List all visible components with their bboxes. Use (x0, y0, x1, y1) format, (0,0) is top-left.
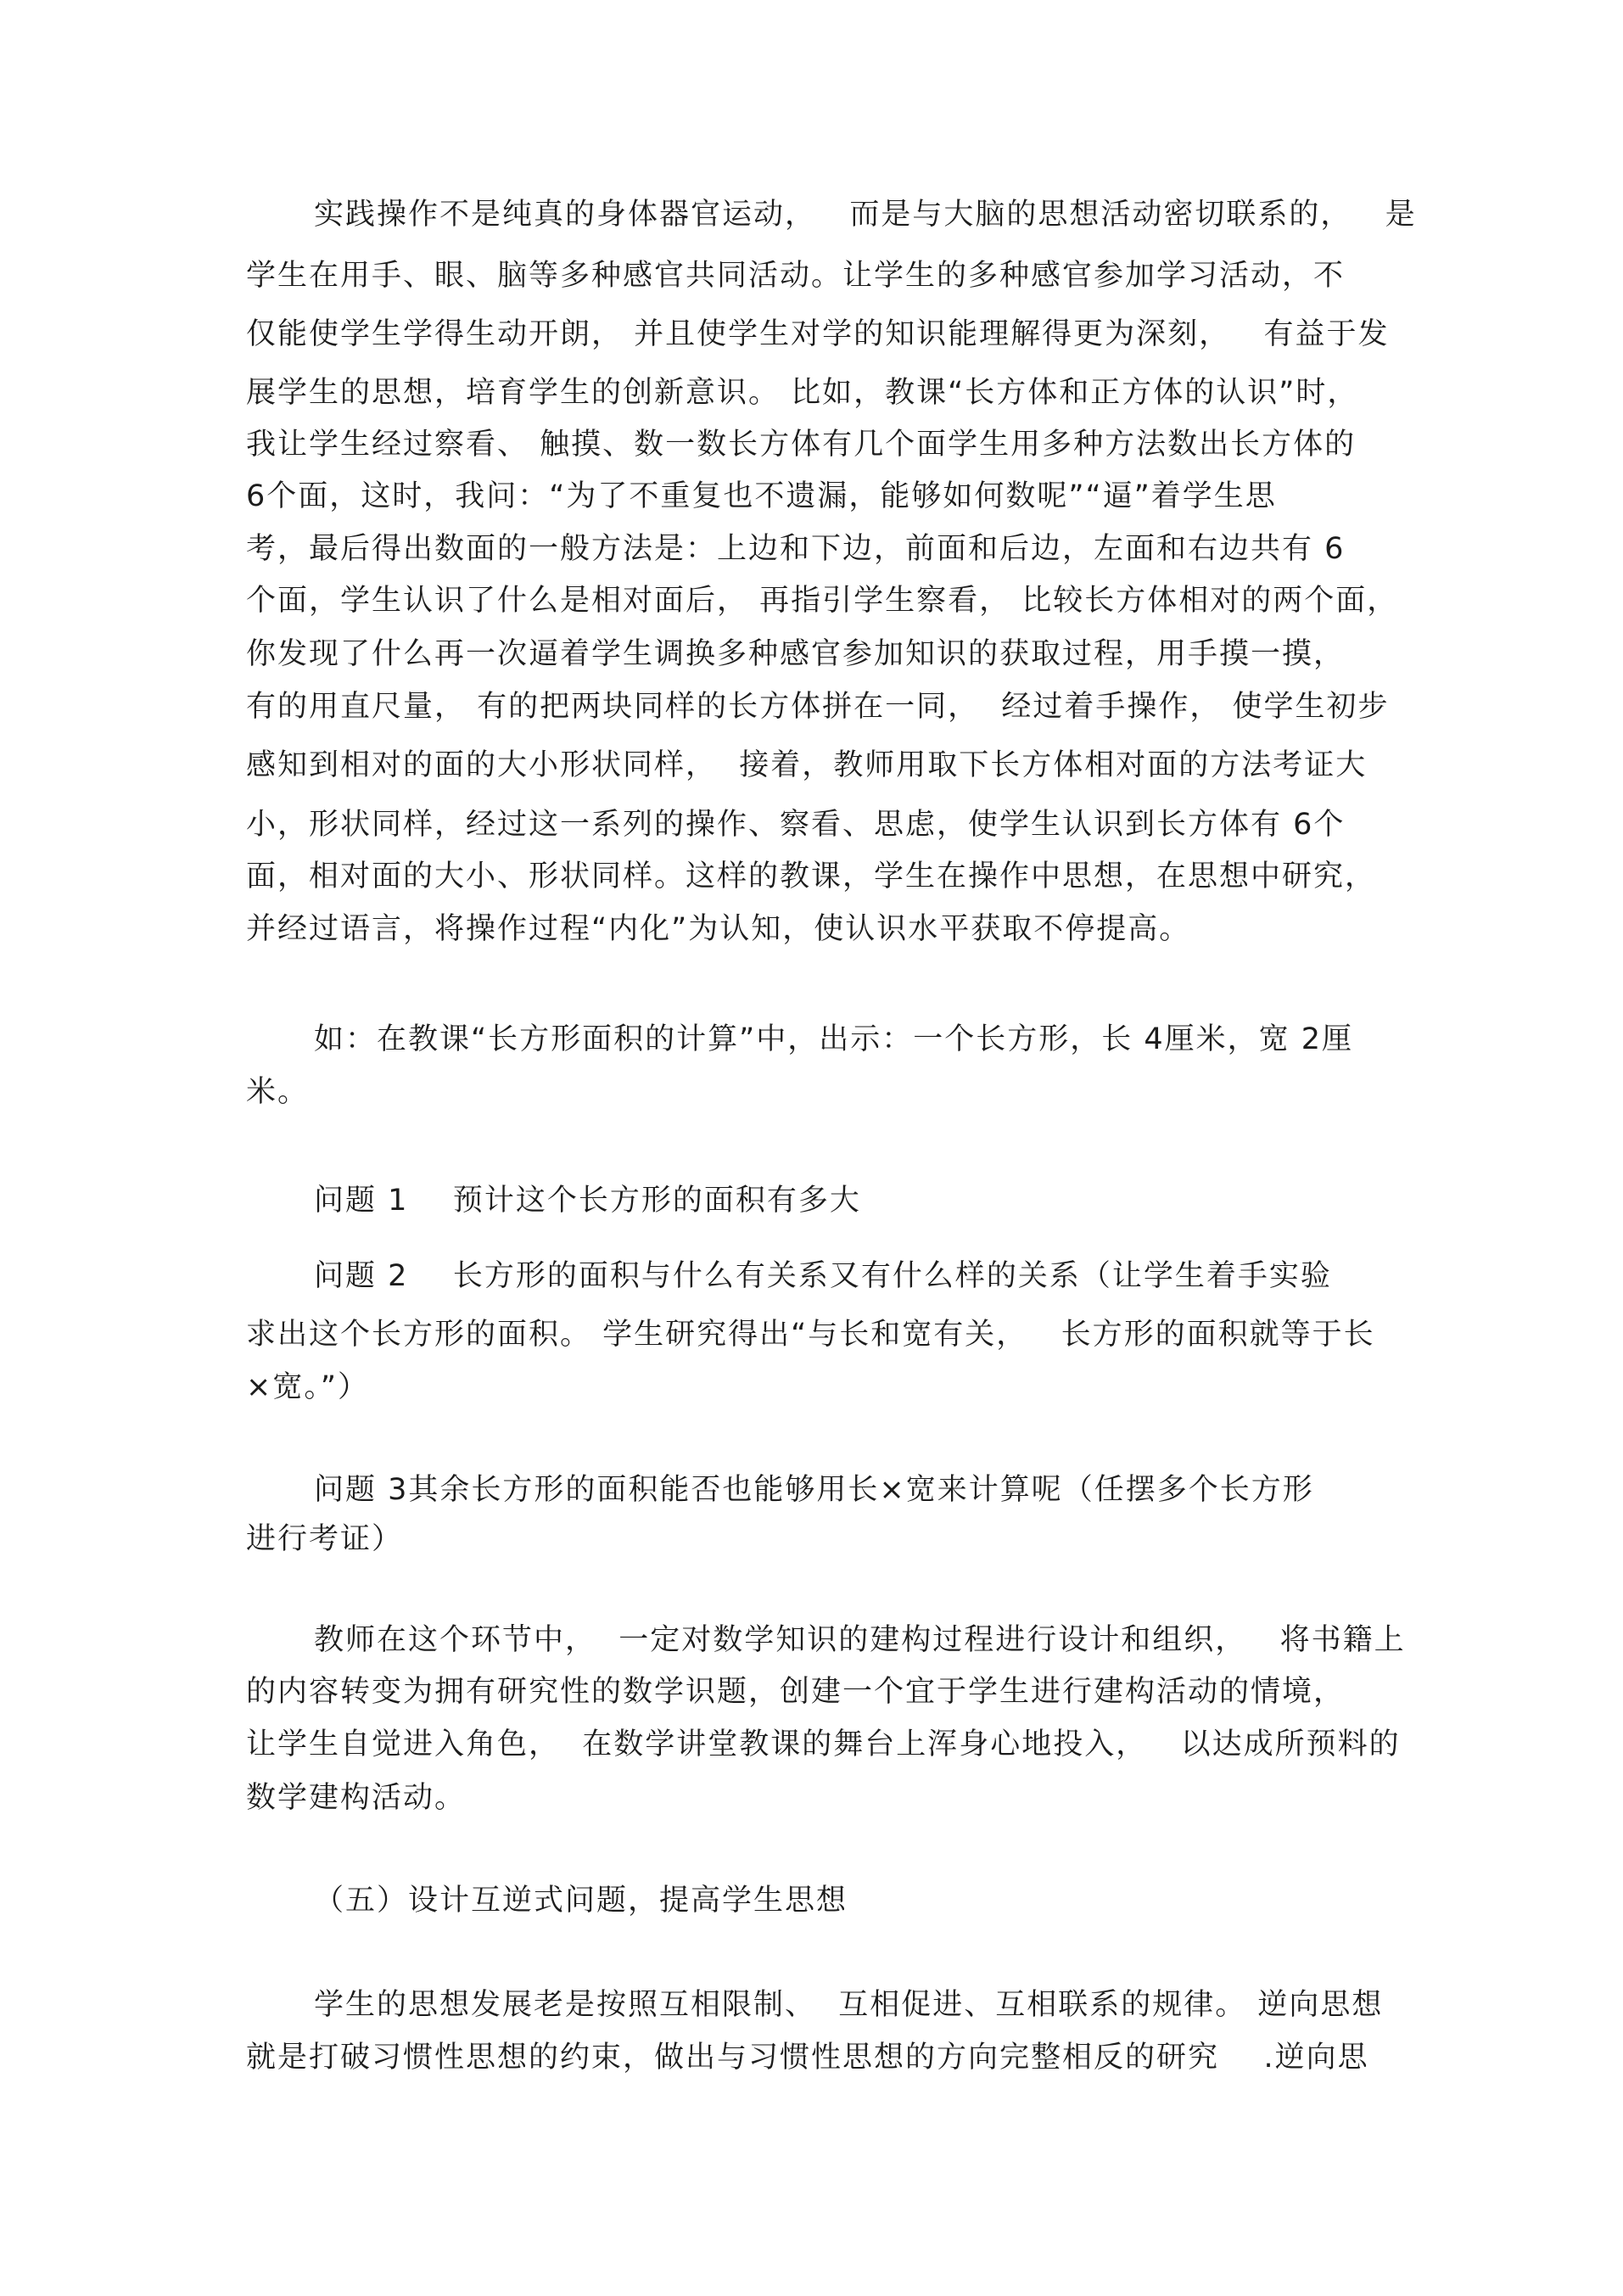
text-line: 考，最后得出数面的一般方法是：上边和下边，前面和后边，左面和右边共有 6 (246, 532, 1346, 566)
text-line: 数学建构活动。 (246, 1781, 467, 1815)
text-line: 面，相对面的大小、形状同样。这样的教课，学生在操作中思想，在思想中研究， (246, 860, 1377, 893)
text-line: 个面，学生认识了什么是相对面后， 再指引学生察看， 比较长方体相对的两个面， (246, 584, 1399, 618)
text-line: 学生的思想发展老是按照互相限制、 互相促进、互相联系的规律。 逆向思想 (314, 1988, 1384, 2022)
text-line: 教师在这个环节中， 一定对数学知识的建构过程进行设计和组织， 将书籍上 (314, 1623, 1406, 1657)
text-line: 问题 3其余长方形的面积能否也能够用长×宽来计算呢（任摆多个长方形 (314, 1473, 1314, 1507)
section-heading: （五）设计互逆式问题，提高学生思想 (314, 1884, 848, 1918)
text-line: 你发现了什么再一次逼着学生调换多种感官参加知识的获取过程，用手摸一摸， (246, 637, 1346, 671)
text-line: 我让学生经过察看、 触摸、数一数长方体有几个面学生用多种方法数出长方体的 (246, 428, 1357, 462)
text-line: 就是打破习惯性思想的约束，做出与习惯性思想的方向完整相反的研究 .逆向思 (246, 2041, 1369, 2075)
text-line: 问题 2 长方形的面积与什么有关系又有什么样的关系（让学生着手实验 (314, 1259, 1332, 1293)
text-line: 6个面，这时，我问：“为了不重复也不遗漏，能够如何数呢”“逼”着学生思 (246, 479, 1277, 513)
text-line: ×宽。”） (246, 1370, 369, 1404)
text-line: 进行考证） (246, 1522, 404, 1556)
text-line: 问题 1 预计这个长方形的面积有多大 (314, 1184, 861, 1218)
text-line: 有的用直尺量， 有的把两块同样的长方体拼在一同， 经过着手操作， 使学生初步 (246, 690, 1390, 724)
text-line: 实践操作不是纯真的身体器官运动， 而是与大脑的思想活动密切联系的， 是 (314, 198, 1417, 232)
text-line: 米。 (246, 1075, 310, 1109)
text-line: 感知到相对的面的大小形状同样， 接着，教师用取下长方体相对面的方法考证大 (246, 748, 1368, 782)
text-line: 小，形状同样，经过这一系列的操作、察看、思虑，使学生认识到长方体有 6个 (246, 808, 1346, 842)
text-line: 的内容转变为拥有研究性的数学识题，创建一个宜于学生进行建构活动的情境， (246, 1675, 1346, 1709)
text-line: 仅能使学生学得生动开朗， 并且使学生对学的知识能理解得更为深刻， 有益于发 (246, 317, 1390, 351)
text-line: 让学生自觉进入角色， 在数学讲堂教课的舞台上浑身心地投入， 以达成所预料的 (246, 1728, 1401, 1761)
text-line: 展学生的思想，培育学生的创新意识。 比如，教课“长方体和正方体的认识”时， (246, 376, 1359, 410)
text-line: 学生在用手、眼、脑等多种感官共同活动。让学生的多种感官参加学习活动，不 (246, 259, 1346, 293)
text-line: 并经过语言，将操作过程“内化”为认知，使认识水平获取不停提高。 (246, 912, 1191, 946)
text-line: 求出这个长方形的面积。 学生研究得出“与长和宽有关， 长方形的面积就等于长 (246, 1318, 1375, 1352)
text-line: 如：在教课“长方形面积的计算”中，出示：一个长方形，长 4厘米，宽 2厘 (314, 1022, 1354, 1056)
